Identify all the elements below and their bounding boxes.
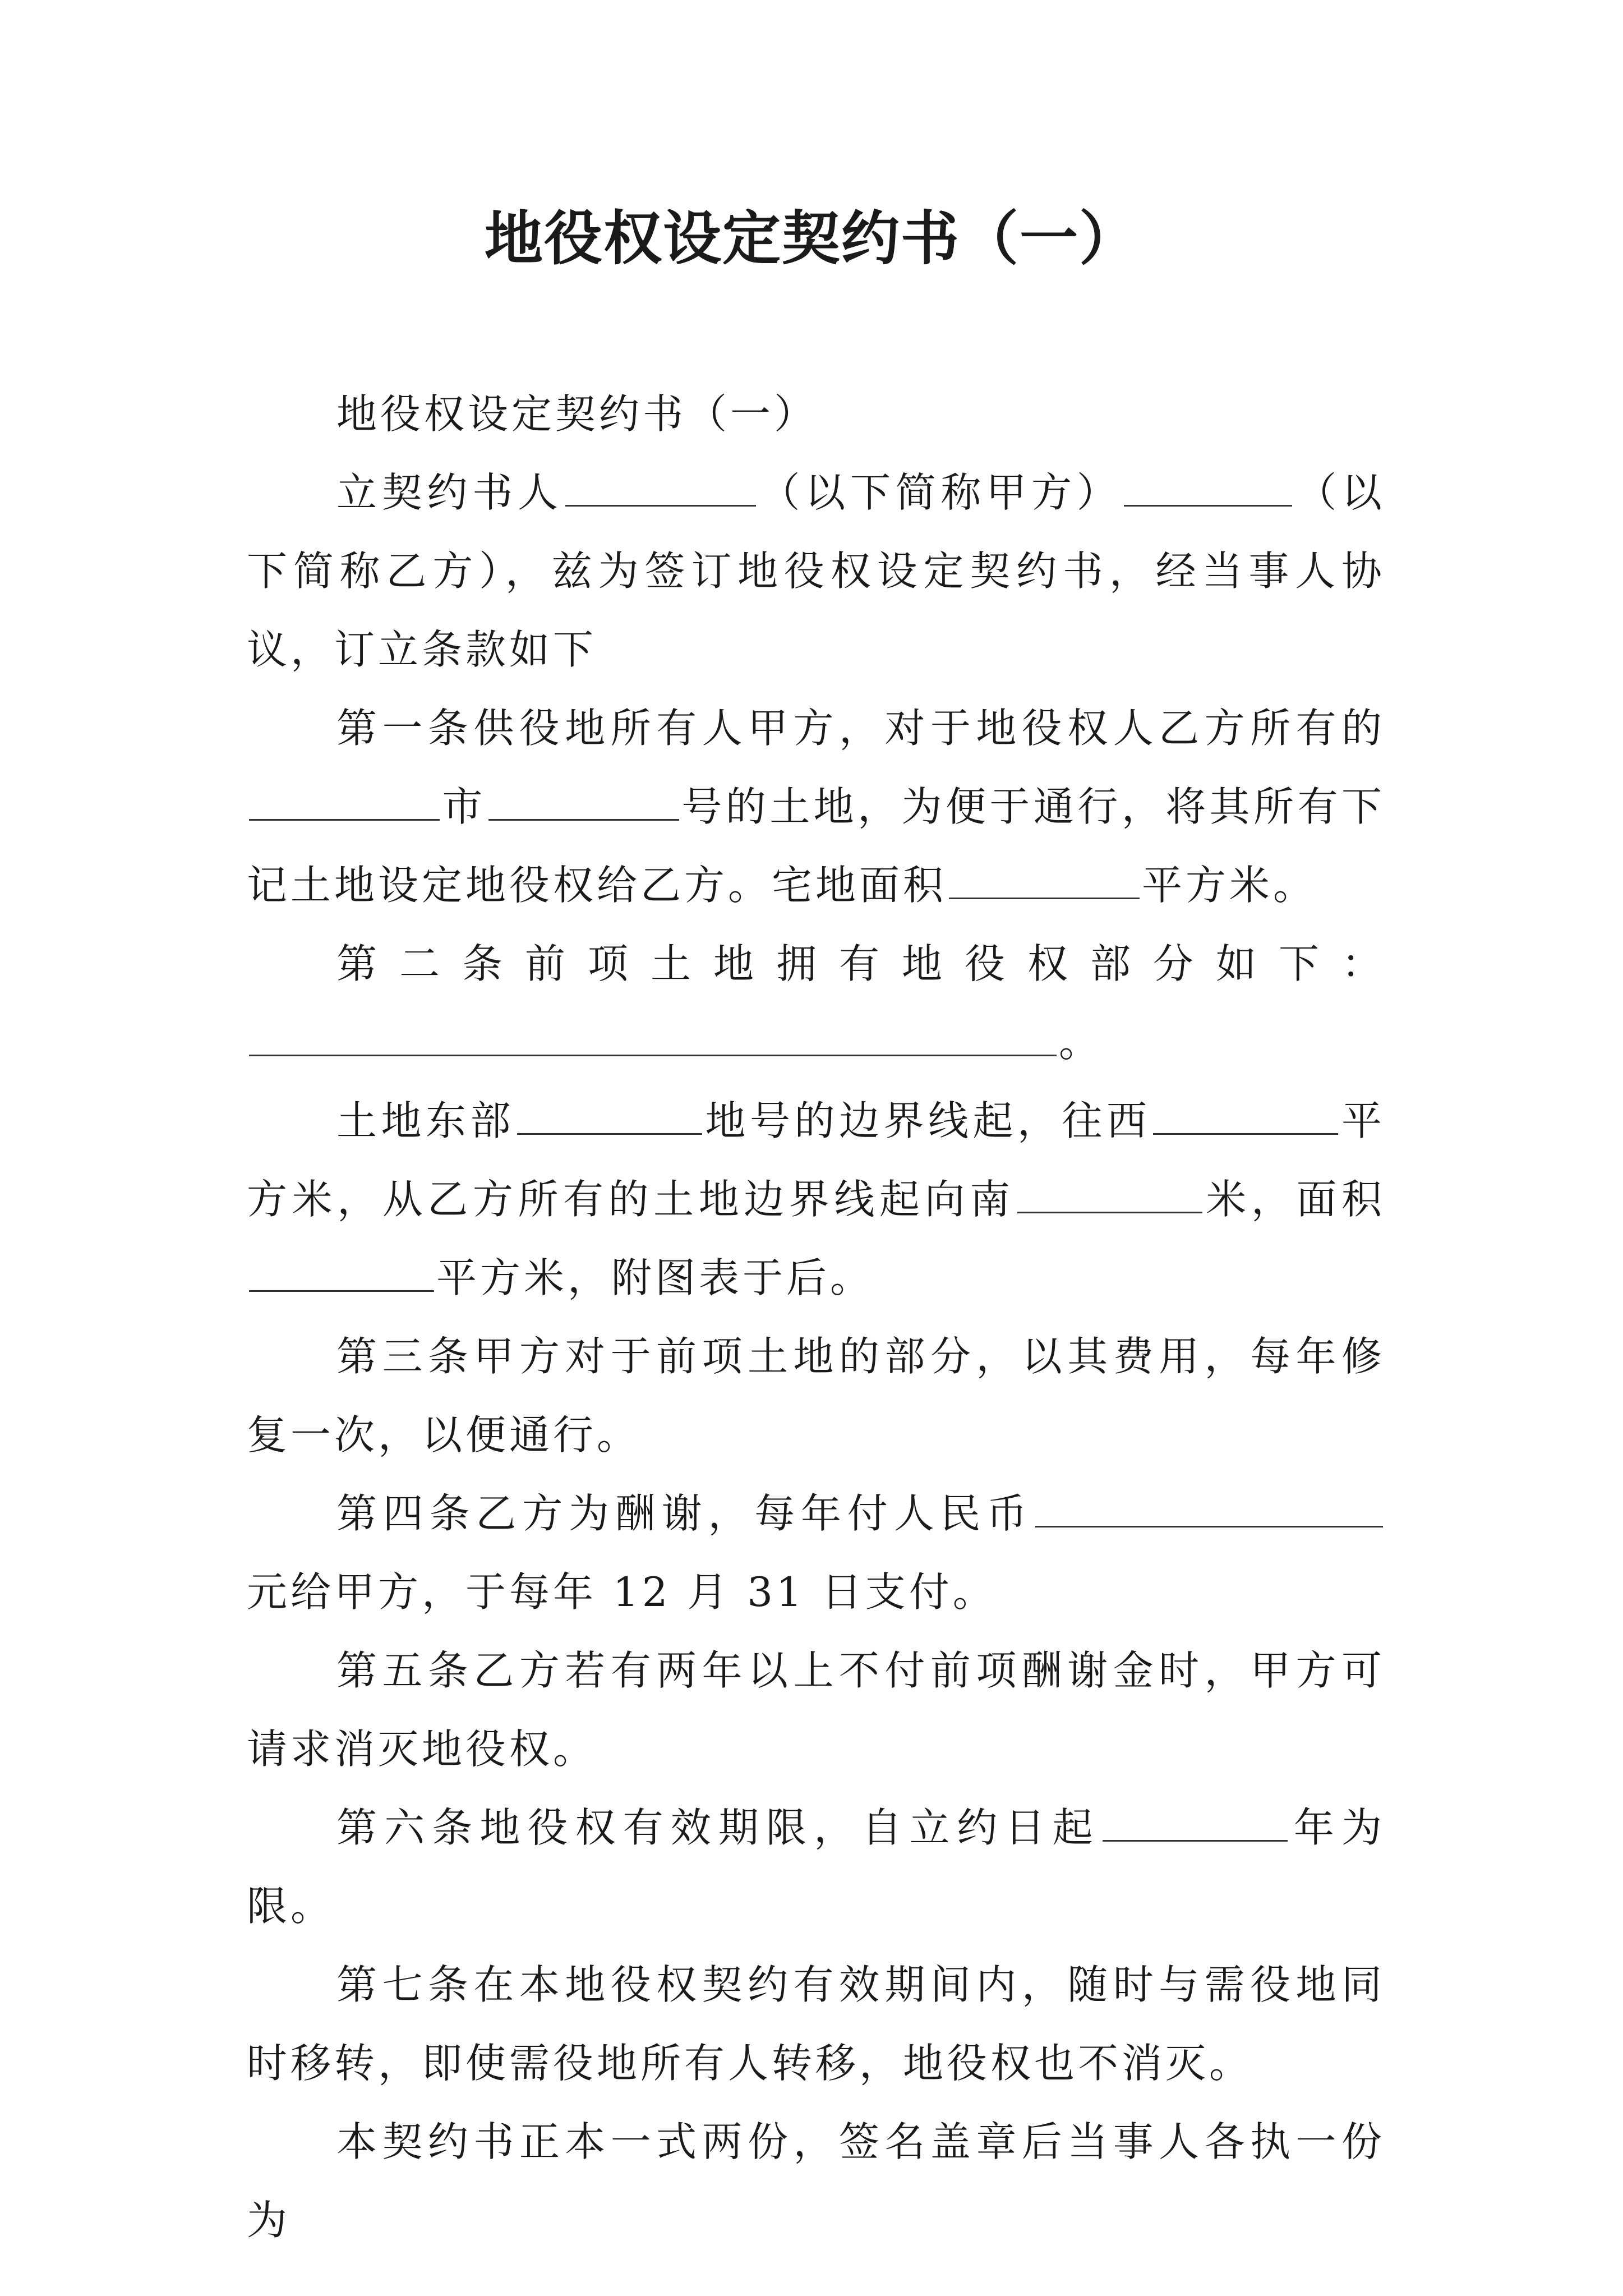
text-segment: 地号的边界线起，往西 bbox=[704, 1097, 1151, 1144]
paragraph-subtitle bbox=[247, 375, 1385, 453]
text-segment: 第五条乙方若有两年以上不付前项酬谢金时，甲方可请求消灭地役权。 bbox=[247, 1647, 1385, 1773]
paragraph-parties bbox=[247, 453, 1385, 689]
text-segment: 米，面积 bbox=[1204, 1176, 1385, 1223]
text-segment: 第七条在本地役权契约有效期间内，随时与需役地同时移转，即使需役地所有人转移，地役权也不消灭。 bbox=[247, 1961, 1385, 2087]
text-segment: 元给甲方，于每年 12 月 31 日支付。 bbox=[247, 1568, 997, 1616]
paragraph-article-1 bbox=[247, 689, 1385, 924]
text-segment: 本契约书正本一式两份，签名盖章后当事人各执一份为 bbox=[247, 2118, 1385, 2244]
paragraph-article-3 bbox=[247, 1317, 1385, 1474]
blank-east-lot bbox=[517, 1101, 702, 1135]
blank-south-meters bbox=[1017, 1179, 1202, 1213]
blank-party-b bbox=[1124, 472, 1292, 507]
text-segment: 第六条地役权有效期限，自立约日起 bbox=[336, 1804, 1100, 1851]
text-segment: 立契约书人 bbox=[336, 469, 563, 516]
blank-years bbox=[1103, 1807, 1288, 1842]
blank-easement-part bbox=[249, 1022, 1057, 1056]
text-segment: 平方米，附图表于后。 bbox=[436, 1254, 874, 1301]
paragraph-land-east bbox=[247, 1082, 1385, 1317]
text-segment: 平方米。 bbox=[1142, 862, 1317, 909]
paragraph-article-4 bbox=[247, 1474, 1385, 1631]
text-segment: 年为限。 bbox=[247, 1804, 1385, 1930]
paragraph-article-2 bbox=[247, 924, 1385, 1003]
paragraph-closing bbox=[247, 2102, 1385, 2260]
blank-west-area bbox=[1153, 1101, 1338, 1135]
subtitle-text: 地役权设定契约书（一） bbox=[336, 390, 818, 438]
blank-city bbox=[249, 786, 440, 821]
document-body bbox=[247, 375, 1385, 2260]
text-segment: （以下简称甲方） bbox=[758, 469, 1122, 516]
text-segment: 第四条乙方为酬谢，每年付人民币 bbox=[336, 1490, 1033, 1537]
blank-total-area bbox=[249, 1258, 434, 1292]
paragraph-article-7 bbox=[247, 1945, 1385, 2102]
blank-amount bbox=[1035, 1493, 1383, 1527]
text-segment: 第一条供役地所有人甲方，对于地役权人乙方所有的 bbox=[336, 705, 1385, 752]
text-segment: 市 bbox=[442, 783, 486, 830]
text-segment: 。 bbox=[1059, 1019, 1103, 1066]
text-segment: 土地东部 bbox=[336, 1097, 515, 1144]
paragraph-article-5 bbox=[247, 1631, 1385, 1788]
document-title: 地役权设定契约书（一） bbox=[484, 204, 1138, 273]
blank-area bbox=[949, 865, 1140, 899]
paragraph-article-6 bbox=[247, 1788, 1385, 1945]
blank-lot-number bbox=[488, 786, 679, 821]
text-segment: 号的土地，为便于通行，将其所有下记土地设定地役权给乙方。宅地面积 bbox=[247, 783, 1385, 909]
blank-party-a bbox=[565, 472, 756, 507]
text-segment: 第三条甲方对于前项土地的部分，以其费用，每年修复一次，以便通行。 bbox=[247, 1333, 1385, 1458]
text-segment: 第二条前项土地拥有地役权部分如下： bbox=[336, 940, 1385, 987]
paragraph-article-2-cont bbox=[247, 1003, 1385, 1082]
text-segment: （以下简称乙方），兹为签订地役权设定契约书，经当事人协议，订立条款如下 bbox=[247, 469, 1385, 673]
text-segment: 平方米，从乙方所有的土地边界线起向南 bbox=[247, 1097, 1385, 1223]
